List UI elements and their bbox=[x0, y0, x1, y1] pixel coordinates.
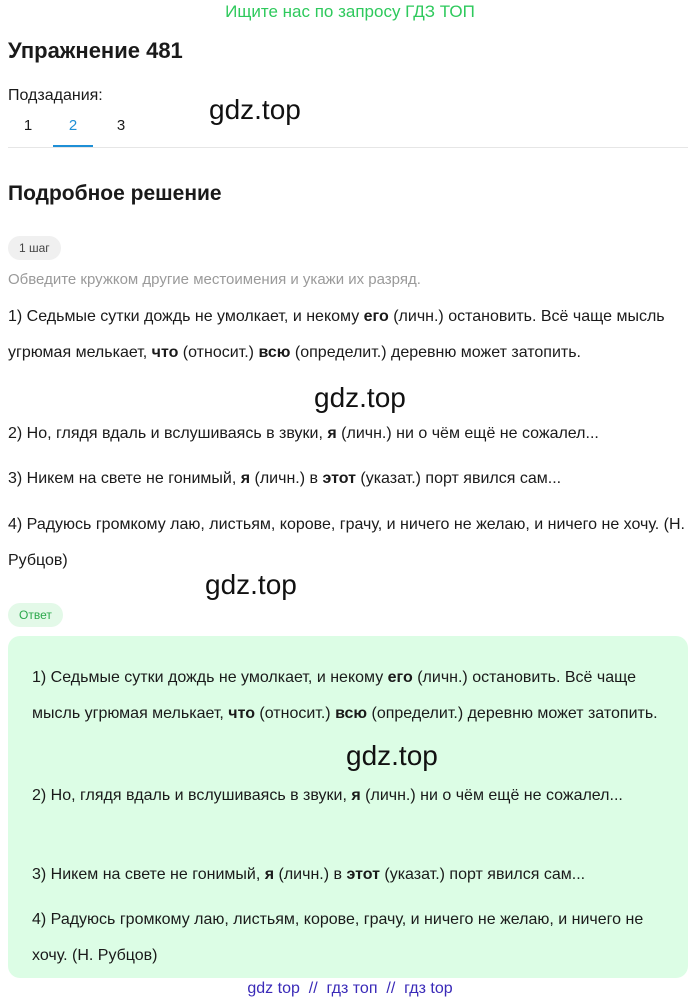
solution-paragraph-4: 4) Радуюсь громкому лаю, листьям, корове, грачу, и ничего не желаю, и ничего не хочу. (Н. Рубцов) bbox=[8, 516, 685, 569]
subtask-tabs bbox=[8, 108, 688, 148]
answer-paragraph-4: 4) Радуюсь громкому лаю, листьям, корове, грачу, и ничего не желаю, и ничего не хочу. (Н. Рубцов) bbox=[32, 911, 644, 964]
answer-badge: Ответ bbox=[8, 603, 63, 627]
footer-links[interactable]: gdz top // гдз топ // гдз top bbox=[247, 980, 453, 997]
solution-paragraph-2: 2) Но, глядя вдаль и вслушиваясь в звуки, я (личн.) ни о чём ещё не сожалел... bbox=[8, 425, 599, 442]
solution-paragraph-1: 1) Седьмые сутки дождь не умолкает, и некому его (личн.) остановить. Всё чаще мысль угрюмая мелькает, что (относит.) всю (определит.) деревню может затопить. bbox=[8, 308, 665, 361]
answer-paragraph-3: 3) Никем на свете не гонимый, я (личн.) в этот (указат.) порт явился сам... bbox=[32, 866, 586, 883]
subtasks-label: Подзадания: bbox=[8, 87, 103, 104]
step-badge: 1 шаг bbox=[8, 236, 61, 260]
answer-paragraph-1: 1) Седьмые сутки дождь не умолкает, и некому его (личн.) остановить. Всё чаще мысль угрюмая мелькает, что (относит.) всю (определит.) деревню может затопить. bbox=[32, 669, 658, 722]
solution-heading: Подробное решение bbox=[8, 182, 222, 205]
answer-box bbox=[8, 636, 688, 978]
tab-3[interactable]: 3 bbox=[116, 117, 126, 134]
watermark: gdz.top bbox=[346, 740, 438, 771]
page-title: Упражнение 481 bbox=[8, 38, 183, 63]
answer-paragraph-2: 2) Но, глядя вдаль и вслушиваясь в звуки, я (личн.) ни о чём ещё не сожалел... bbox=[32, 787, 623, 804]
tab-1[interactable]: 1 bbox=[23, 117, 33, 134]
watermark: gdz.top bbox=[314, 382, 406, 413]
tab-2[interactable]: 2 bbox=[53, 108, 93, 147]
watermark: gdz.top bbox=[205, 569, 297, 600]
watermark: gdz.top bbox=[209, 94, 301, 125]
task-hint: Обведите кружком другие местоимения и укажи их разряд. bbox=[8, 271, 421, 288]
promo-banner[interactable]: Ищите нас по запросу ГДЗ ТОП bbox=[225, 2, 475, 21]
solution-paragraph-3: 3) Никем на свете не гонимый, я (личн.) в этот (указат.) порт явился сам... bbox=[8, 470, 562, 487]
